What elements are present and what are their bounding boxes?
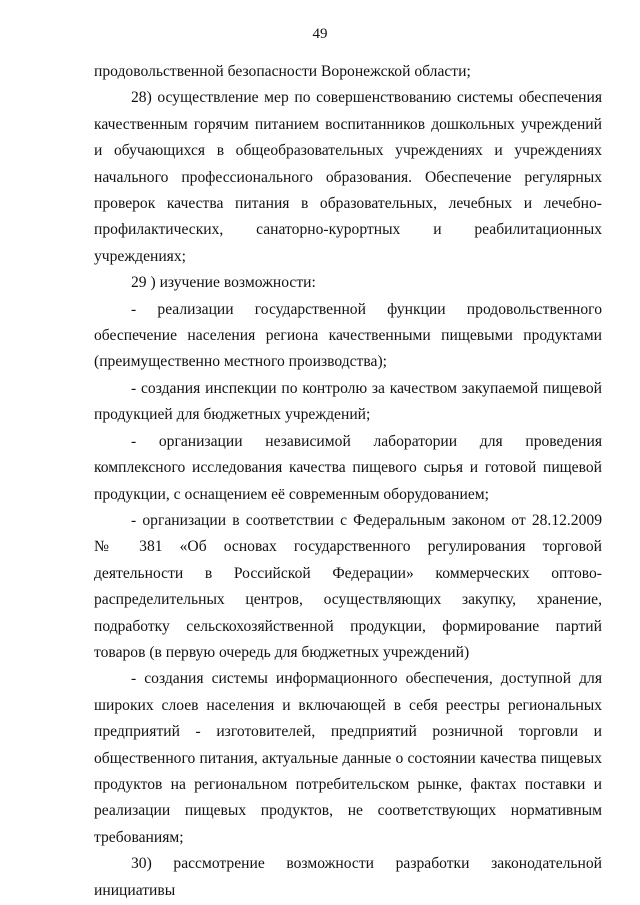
paragraph-subitem-food-supply: - реализации государственной функции продовольственного обеспечение населения региона качественными пищевыми продуктами (преимущественно местного производства); [94,300,606,371]
paragraph-subitem-inspection: - создания инспекции по контролю за качеством закупаемой пищевой продукцией для бюджетных учреждений; [94,379,606,424]
paragraph-subitem-laboratory: - организации независимой лаборатории для проведения комплексного исследования качества пищевого сырья и готовой пищевой продукции, с оснащением её современным оборудованием; [94,432,606,503]
paragraph-subitem-distribution-centers: - организации в соответствии с Федеральным законом от 28.12.2009 № 381 «Об основах государственного регулирования торговой деятельности в Российской Федерации» коммерческих оптово-распределительных центров, осуществляющих закупку, хранение, подработку сельскохозяйственной продукции, формирование партий товаров (в первую очередь для бюджетных учреждений) [94,511,606,661]
paragraph-item-29: 29 ) изучение возможности: [131,274,316,292]
document-body [94,59,606,904]
page-number: 49 [312,26,328,42]
paragraph-item-30: 30) рассмотрение возможности разработки законодательной инициативы [94,855,606,899]
paragraph-continuation: продовольственной безопасности Воронежской области; [94,63,471,80]
paragraph-item-28: 28) осуществление мер по совершенствованию системы обеспечения качественным горячим питанием воспитанников дошкольных учреждений и обучающихся в общеобразовательных учреждениях и учреждениях начального профессионального образования. Обеспечение регулярных проверок качества питания в образовательных, лечебных и лечебно-профилактических, санаторно-курортных и реабилитационных учреждениях; [94,89,606,265]
paragraph-subitem-information-system: - создания системы информационного обеспечения, доступной для широких слоев населения и включающей в себя реестры региональных предприятий - изготовителей, предприятий розничной торговли и общественного питания, актуальные данные о состоянии качества пищевых продуктов на региональном потребительском рынке, фактах поставки и реализации пищевых продуктов, не соответствующих нормативным требованиям; [94,670,606,846]
